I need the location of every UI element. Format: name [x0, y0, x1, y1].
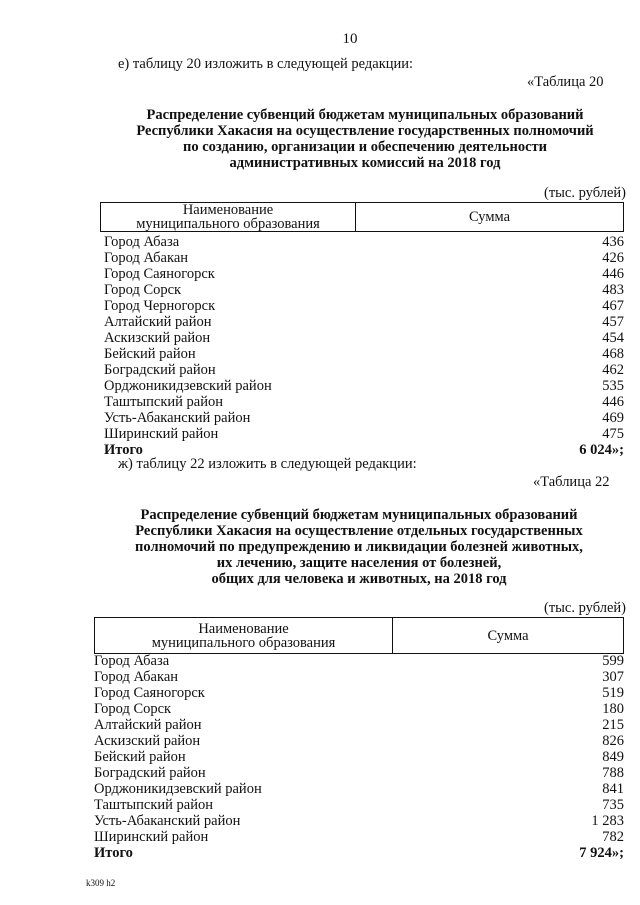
header-sum-cell: Сумма	[393, 618, 624, 654]
municipality-name: Таштыпский район	[94, 797, 214, 813]
amount-value: 469	[602, 410, 624, 426]
total-label: Итого	[104, 442, 143, 458]
table-22-title	[94, 507, 624, 587]
table-row	[94, 733, 624, 749]
amount-value: 483	[602, 282, 624, 298]
table-row	[104, 282, 624, 298]
header-name-cell	[101, 203, 356, 232]
amount-value: 841	[602, 781, 624, 797]
amount-value: 826	[602, 733, 624, 749]
table-row	[104, 362, 624, 378]
amount-value: 535	[602, 378, 624, 394]
table-22-body	[94, 653, 624, 861]
municipality-name: Город Саяногорск	[94, 685, 205, 701]
table-20-title-line: административных комиссий на 2018 год	[229, 155, 501, 171]
amount-value: 735	[602, 797, 624, 813]
amount-value: 519	[602, 685, 624, 701]
table-row	[104, 410, 624, 426]
table-20-title-line: Республики Хакасия на осуществление государственных полномочий	[136, 123, 594, 139]
municipality-name: Ширинский район	[94, 829, 209, 845]
table-22-title-line: Распределение субвенций бюджетам муниципальных образований	[140, 507, 578, 523]
header-name-cell	[95, 618, 393, 654]
table-22-units: (тыс. рублей)	[544, 600, 626, 616]
table-row	[94, 685, 624, 701]
table-20-title-line: Распределение субвенций бюджетам муниципальных образований	[146, 107, 584, 123]
table-22-title-line: Республики Хакасия на осуществление отдельных государственных	[135, 523, 583, 539]
amount-value: 475	[602, 426, 624, 442]
amount-value: 426	[602, 250, 624, 266]
municipality-name: Город Сорск	[104, 282, 182, 298]
total-value: 6 024»;	[579, 442, 624, 458]
municipality-name: Усть-Абаканский район	[94, 813, 241, 829]
municipality-name: Аскизский район	[94, 733, 201, 749]
municipality-name: Город Саяногорск	[104, 266, 215, 282]
municipality-name: Город Абаза	[94, 653, 170, 669]
municipality-name: Боградский район	[104, 362, 216, 378]
municipality-name: Ширинский район	[104, 426, 219, 442]
table-row	[94, 765, 624, 781]
header-name-line1: Наименование	[198, 620, 289, 637]
header-name-line2: муниципального образования	[136, 216, 320, 232]
amount-value: 446	[602, 266, 624, 282]
table-20-title	[100, 107, 630, 171]
table-row	[104, 394, 624, 410]
municipality-name: Город Черногорск	[104, 298, 216, 314]
section-e-intro: е) таблицу 20 изложить в следующей редакции:	[118, 56, 414, 72]
amount-value: 454	[602, 330, 624, 346]
page-number: 10	[342, 31, 358, 47]
municipality-name: Город Абаза	[104, 234, 180, 250]
municipality-name: Алтайский район	[94, 717, 202, 733]
municipality-name: Город Абакан	[94, 669, 179, 685]
municipality-name: Аскизский район	[104, 330, 211, 346]
table-row	[94, 653, 624, 669]
amount-value: 180	[602, 701, 624, 717]
municipality-name: Таштыпский район	[104, 394, 224, 410]
municipality-name: Орджоникидзевский район	[94, 781, 262, 797]
municipality-name: Бейский район	[104, 346, 196, 362]
table-row	[94, 717, 624, 733]
table-22-header	[94, 617, 624, 654]
table-20-header	[100, 202, 624, 232]
table-row	[94, 781, 624, 797]
municipality-name: Орджоникидзевский район	[104, 378, 272, 394]
table-22-label: «Таблица 22	[533, 474, 610, 490]
table-row	[94, 813, 624, 829]
amount-value: 215	[602, 717, 624, 733]
amount-value: 446	[602, 394, 624, 410]
table-row	[94, 669, 624, 685]
municipality-name: Город Абакан	[104, 250, 189, 266]
amount-value: 788	[602, 765, 624, 781]
amount-value: 462	[602, 362, 624, 378]
table-22-title-line: полномочий по предупреждению и ликвидации болезней животных,	[135, 539, 583, 555]
table-row	[104, 426, 624, 442]
municipality-name: Усть-Абаканский район	[104, 410, 251, 426]
table-row	[104, 234, 624, 250]
table-row	[104, 314, 624, 330]
table-row	[104, 250, 624, 266]
amount-value: 468	[602, 346, 624, 362]
table-22-title-line: общих для человека и животных, на 2018 год	[211, 571, 507, 587]
table-20-body	[104, 234, 624, 458]
table-20-title-line: по созданию, организации и обеспечению деятельности	[182, 139, 547, 155]
table-row	[104, 266, 624, 282]
header-name-line1: Наименование	[182, 202, 274, 218]
table-row	[104, 330, 624, 346]
municipality-name: Алтайский район	[104, 314, 212, 330]
table-row	[104, 298, 624, 314]
table-row	[94, 797, 624, 813]
table-row	[94, 701, 624, 717]
amount-value: 599	[602, 653, 624, 669]
table-row	[94, 749, 624, 765]
amount-value: 467	[602, 298, 624, 314]
municipality-name: Боградский район	[94, 765, 206, 781]
total-value: 7 924»;	[579, 845, 624, 861]
table-row	[94, 829, 624, 845]
amount-value: 307	[602, 669, 624, 685]
table-row	[104, 378, 624, 394]
municipality-name: Бейский район	[94, 749, 186, 765]
section-zh-intro: ж) таблицу 22 изложить в следующей редакции:	[118, 456, 417, 472]
header-name-line2: муниципального образования	[151, 634, 336, 651]
table-22-title-line: их лечению, защите населения от болезней,	[216, 555, 502, 571]
header-sum-cell: Сумма	[356, 203, 624, 232]
amount-value: 457	[602, 314, 624, 330]
amount-value: 849	[602, 749, 624, 765]
municipality-name: Город Сорск	[94, 701, 172, 717]
total-label: Итого	[94, 845, 133, 861]
total-row	[94, 845, 624, 861]
amount-value: 436	[602, 234, 624, 250]
amount-value: 782	[602, 829, 624, 845]
footer-code: k309 h2	[86, 878, 116, 888]
table-20-units: (тыс. рублей)	[544, 185, 626, 201]
amount-value: 1 283	[591, 813, 624, 829]
table-row	[104, 346, 624, 362]
table-20-label: «Таблица 20	[527, 74, 604, 90]
